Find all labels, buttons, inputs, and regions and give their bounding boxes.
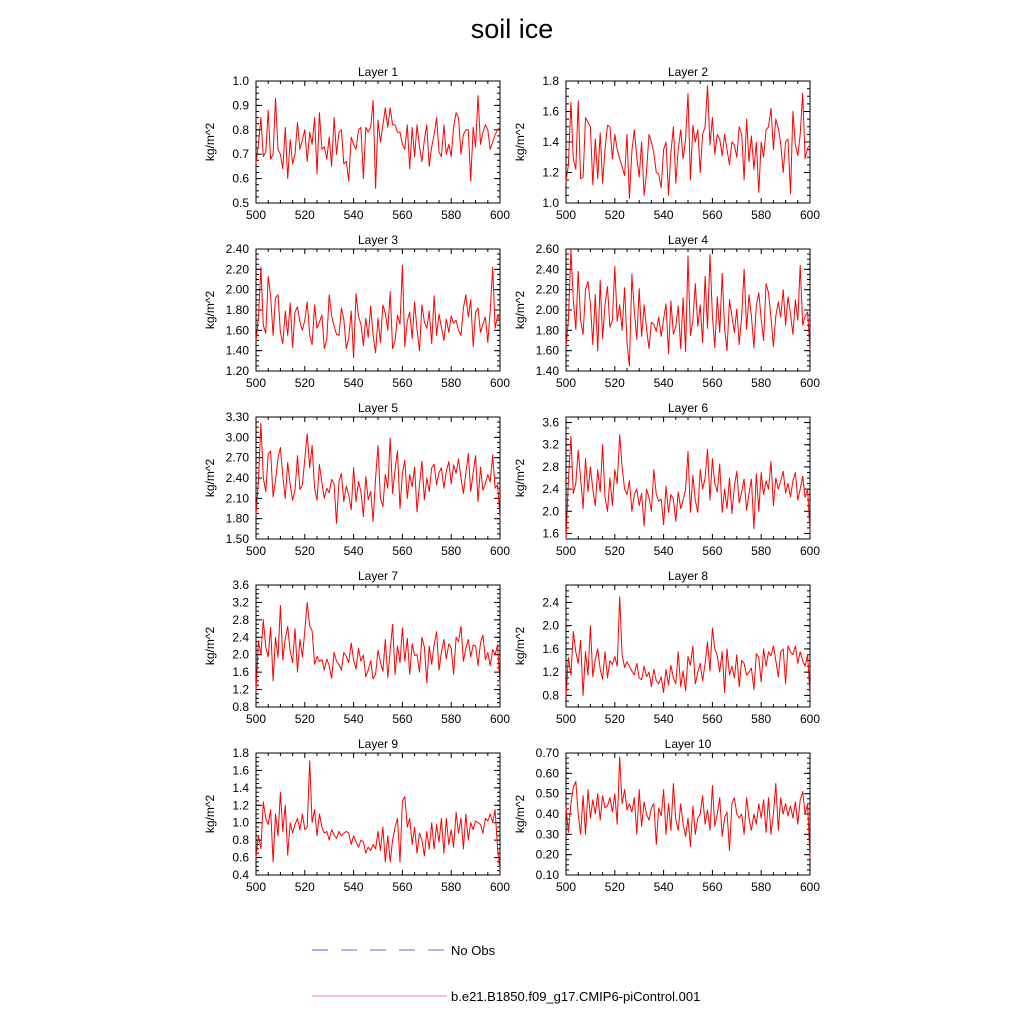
y-tick-label: 1.60 [225, 323, 249, 338]
y-tick-label: 0.30 [535, 827, 559, 842]
x-tick-label: 560 [702, 208, 723, 222]
y-tick-label: 2.8 [232, 612, 249, 627]
x-tick-label: 540 [653, 376, 674, 390]
x-tick-label: 520 [294, 208, 315, 222]
panel-layer-5 [203, 401, 510, 558]
y-tick-label: 2.4 [542, 595, 559, 610]
x-tick-label: 600 [799, 712, 821, 726]
x-tick-label: 580 [441, 544, 462, 558]
y-axis-label: kg/m^2 [203, 794, 217, 834]
x-tick-label: 540 [653, 712, 674, 726]
y-tick-label: 1.50 [225, 532, 249, 546]
y-tick-label: 1.6 [542, 526, 559, 541]
panel-title: Layer 8 [667, 569, 709, 583]
x-tick-label: 540 [343, 712, 364, 726]
y-tick-label: 1.2 [542, 165, 559, 180]
y-tick-label: 3.00 [225, 430, 249, 445]
y-tick-label: 0.9 [232, 98, 249, 113]
y-axis-label: kg/m^2 [513, 458, 527, 498]
y-tick-label: 1.0 [542, 196, 559, 210]
x-tick-label: 560 [392, 376, 413, 390]
x-tick-label: 580 [751, 544, 772, 558]
x-tick-label: 600 [799, 376, 821, 390]
x-tick-label: 600 [799, 544, 821, 558]
y-tick-label: 0.8 [232, 833, 249, 848]
y-tick-label: 3.6 [542, 415, 559, 430]
x-tick-label: 560 [702, 880, 723, 894]
x-tick-label: 600 [489, 376, 511, 390]
y-tick-label: 1.2 [542, 665, 559, 680]
y-tick-label: 0.20 [535, 847, 559, 862]
y-tick-label: 1.4 [542, 135, 559, 149]
y-tick-label: 1.0 [232, 815, 249, 830]
x-tick-label: 500 [245, 208, 267, 222]
panel-title: Layer 9 [357, 737, 399, 751]
y-axis-label: kg/m^2 [513, 290, 527, 330]
x-tick-label: 520 [294, 880, 315, 894]
panel-title: Layer 7 [357, 569, 399, 583]
y-tick-label: 2.0 [542, 504, 559, 519]
y-tick-label: 2.00 [535, 303, 559, 317]
x-tick-label: 600 [799, 208, 821, 222]
series-line [566, 597, 810, 697]
y-tick-label: 1.4 [232, 780, 249, 795]
y-tick-label: 1.6 [542, 641, 559, 656]
x-tick-label: 520 [294, 376, 315, 390]
panel-title: Layer 3 [357, 233, 399, 247]
y-tick-label: 1.2 [232, 682, 249, 697]
series-line [566, 757, 810, 859]
x-tick-label: 560 [392, 712, 413, 726]
panel-layer-8 [513, 569, 820, 726]
y-axis-label: kg/m^2 [203, 290, 217, 330]
x-tick-label: 520 [294, 544, 315, 558]
series-line [256, 423, 500, 523]
x-tick-label: 600 [489, 880, 511, 894]
y-tick-label: 1.8 [542, 74, 559, 88]
panel-layer-9 [203, 737, 510, 894]
x-tick-label: 540 [343, 376, 364, 390]
y-tick-label: 3.30 [225, 410, 249, 424]
y-tick-label: 0.6 [232, 171, 249, 186]
series-line [566, 250, 810, 366]
panel-title: Layer 10 [664, 737, 712, 751]
x-tick-label: 600 [489, 544, 511, 558]
y-tick-label: 2.20 [225, 262, 249, 277]
x-tick-label: 540 [343, 544, 364, 558]
x-tick-label: 520 [604, 208, 625, 222]
y-tick-label: 1.0 [232, 74, 249, 88]
panel-title: Layer 1 [357, 65, 399, 79]
y-axis-label: kg/m^2 [203, 626, 217, 666]
y-tick-label: 2.40 [225, 471, 249, 485]
x-tick-label: 500 [555, 880, 577, 894]
panel-layer-3 [203, 233, 510, 390]
x-tick-label: 580 [441, 880, 462, 894]
panel-layer-1 [203, 65, 510, 222]
y-tick-label: 1.80 [225, 511, 249, 526]
y-tick-label: 2.40 [535, 262, 559, 277]
x-tick-label: 600 [489, 712, 511, 726]
series-line [256, 96, 500, 189]
panel-layer-10 [513, 737, 820, 894]
y-tick-label: 0.70 [535, 746, 559, 760]
x-tick-label: 520 [604, 712, 625, 726]
x-tick-label: 560 [702, 544, 723, 558]
x-tick-label: 500 [555, 544, 577, 558]
series-line [256, 602, 500, 691]
figure-title: soil ice [470, 14, 554, 44]
panel-title: Layer 4 [667, 233, 709, 247]
x-tick-label: 520 [294, 712, 315, 726]
legend [312, 943, 700, 1004]
series-line [256, 265, 500, 358]
y-tick-label: 1.60 [535, 343, 559, 358]
y-tick-label: 2.20 [535, 282, 559, 297]
plot-frame [256, 585, 500, 707]
x-tick-label: 560 [702, 712, 723, 726]
y-tick-label: 2.0 [542, 618, 559, 633]
x-tick-label: 580 [751, 712, 772, 726]
y-tick-label: 2.60 [535, 242, 559, 256]
y-tick-label: 1.80 [535, 323, 559, 338]
y-axis-label: kg/m^2 [513, 626, 527, 666]
y-tick-label: 2.4 [232, 630, 249, 645]
x-tick-label: 540 [653, 208, 674, 222]
x-tick-label: 540 [343, 880, 364, 894]
x-tick-label: 580 [441, 208, 462, 222]
y-tick-label: 1.40 [535, 364, 559, 378]
y-tick-label: 3.6 [232, 578, 249, 592]
y-tick-label: 2.70 [225, 450, 249, 465]
y-tick-label: 3.2 [542, 437, 559, 452]
plot-frame [256, 417, 500, 539]
x-tick-label: 540 [343, 208, 364, 222]
panel-layer-7 [203, 569, 510, 726]
x-tick-label: 580 [441, 376, 462, 390]
x-tick-label: 500 [555, 712, 577, 726]
panel-layer-4 [513, 233, 820, 390]
x-tick-label: 560 [702, 376, 723, 390]
y-tick-label: 0.60 [535, 766, 559, 781]
y-tick-label: 0.8 [232, 700, 249, 714]
x-tick-label: 500 [245, 712, 267, 726]
y-tick-label: 2.10 [225, 491, 249, 506]
y-tick-label: 2.4 [542, 482, 559, 497]
y-tick-label: 0.50 [535, 786, 559, 801]
panel-title: Layer 6 [667, 401, 709, 415]
y-tick-label: 2.8 [542, 459, 559, 474]
x-tick-label: 540 [653, 880, 674, 894]
legend-label-model: b.e21.B1850.f09_g17.CMIP6-piControl.001 [451, 989, 701, 1004]
y-tick-label: 3.2 [232, 595, 249, 610]
y-tick-label: 0.40 [535, 807, 559, 821]
x-tick-label: 600 [799, 880, 821, 894]
plot-frame [256, 81, 500, 203]
y-tick-label: 1.6 [232, 665, 249, 680]
plot-frame [566, 417, 810, 539]
x-tick-label: 580 [751, 376, 772, 390]
y-tick-label: 0.5 [232, 196, 249, 210]
series-line [566, 435, 810, 539]
series-line [566, 86, 810, 199]
x-tick-label: 520 [604, 544, 625, 558]
x-tick-label: 500 [245, 544, 267, 558]
y-tick-label: 1.6 [232, 763, 249, 778]
x-tick-label: 560 [392, 208, 413, 222]
y-tick-label: 2.40 [225, 242, 249, 256]
x-tick-label: 580 [751, 208, 772, 222]
x-tick-label: 560 [392, 544, 413, 558]
y-tick-label: 1.20 [225, 364, 249, 378]
y-tick-label: 1.8 [232, 746, 249, 760]
y-tick-label: 0.6 [232, 850, 249, 865]
legend-label-no-obs: No Obs [451, 943, 496, 958]
y-tick-label: 1.6 [542, 104, 559, 119]
x-tick-label: 500 [245, 880, 267, 894]
x-tick-label: 500 [555, 376, 577, 390]
y-tick-label: 0.10 [535, 868, 559, 882]
y-axis-label: kg/m^2 [513, 122, 527, 162]
y-axis-label: kg/m^2 [203, 458, 217, 498]
plot-frame [256, 753, 500, 875]
x-tick-label: 520 [604, 376, 625, 390]
panel-layer-6 [513, 401, 820, 558]
y-tick-label: 0.8 [542, 688, 559, 703]
panel-title: Layer 2 [667, 65, 709, 79]
y-tick-label: 1.2 [232, 798, 249, 813]
panel-title: Layer 5 [357, 401, 399, 415]
x-tick-label: 540 [653, 544, 674, 558]
y-tick-label: 1.40 [225, 343, 249, 358]
y-tick-label: 0.7 [232, 147, 249, 162]
x-tick-label: 520 [604, 880, 625, 894]
y-tick-label: 0.8 [232, 122, 249, 137]
y-axis-label: kg/m^2 [203, 122, 217, 162]
series-line [256, 761, 500, 871]
x-tick-label: 580 [751, 880, 772, 894]
x-tick-label: 560 [392, 880, 413, 894]
x-tick-label: 600 [489, 208, 511, 222]
x-tick-label: 500 [555, 208, 577, 222]
x-tick-label: 580 [441, 712, 462, 726]
x-tick-label: 500 [245, 376, 267, 390]
y-tick-label: 2.00 [225, 282, 249, 297]
y-axis-label: kg/m^2 [513, 794, 527, 834]
panel-layer-2 [513, 65, 820, 222]
y-tick-label: 0.4 [232, 868, 249, 882]
y-tick-label: 2.0 [232, 647, 249, 662]
y-tick-label: 1.80 [225, 303, 249, 317]
